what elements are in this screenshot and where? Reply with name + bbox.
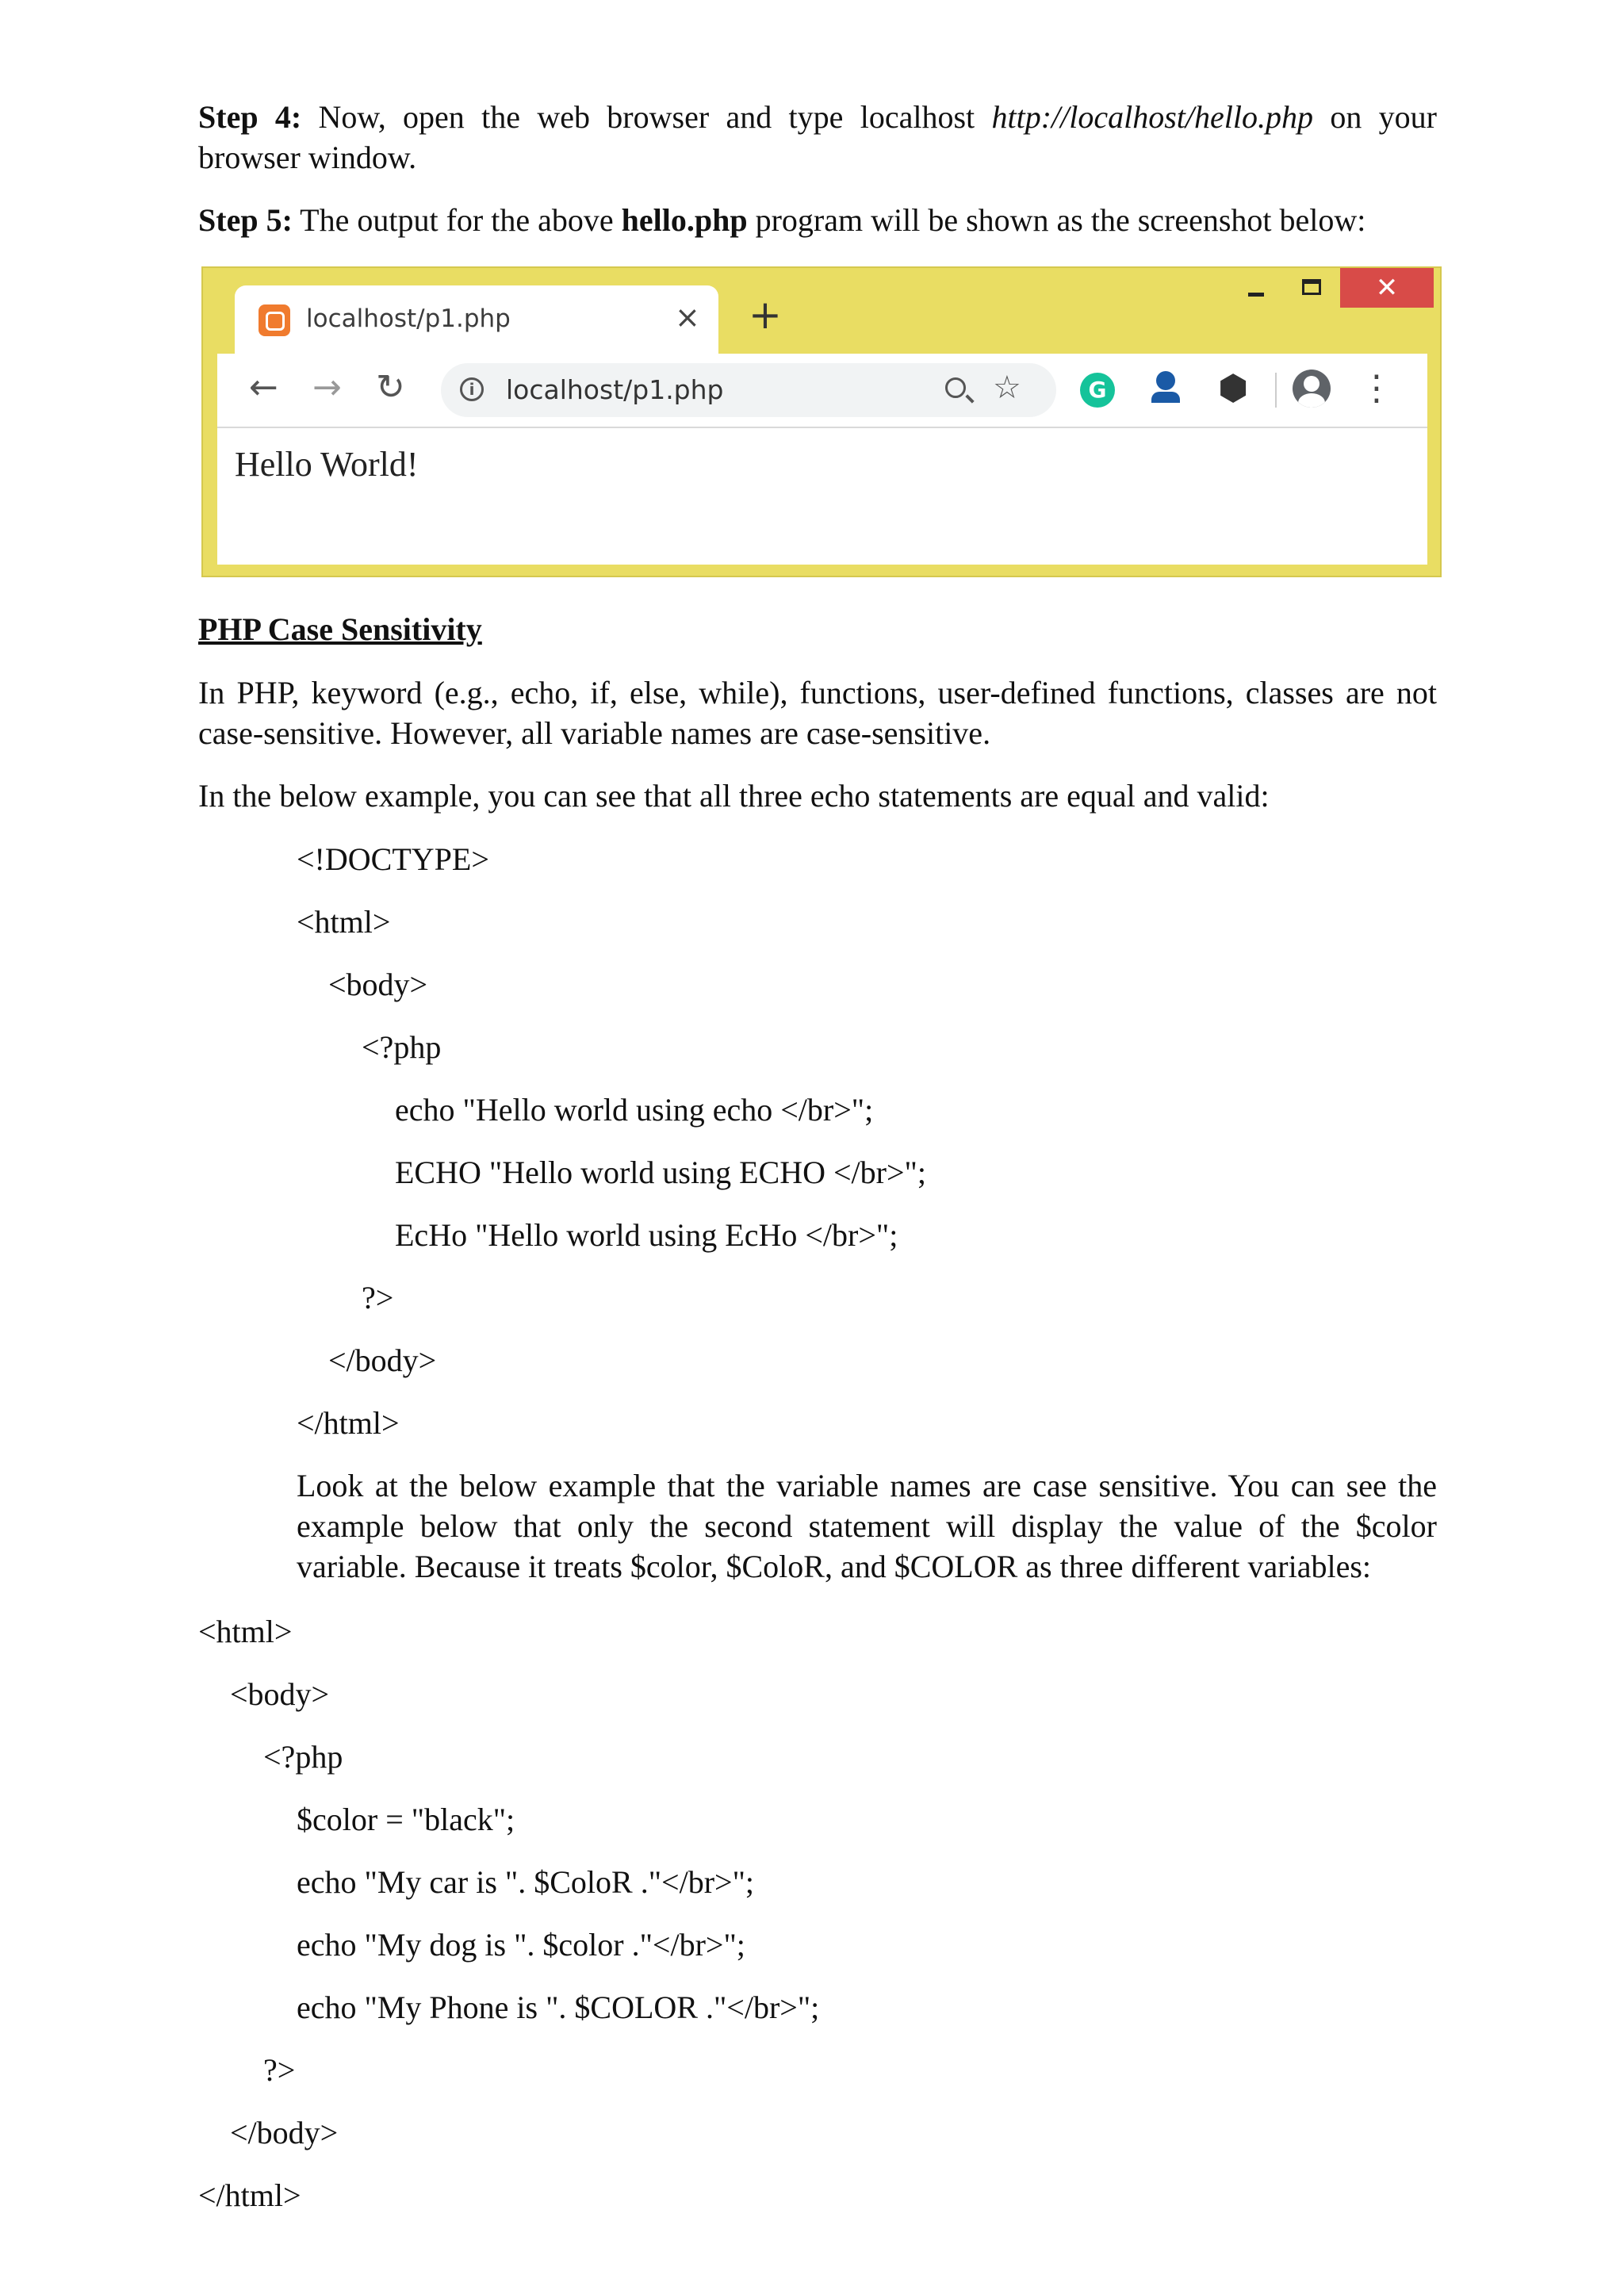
code1-line: <?php xyxy=(362,1029,442,1065)
step-4-text-before: Now, open the web browser and type localhost xyxy=(301,99,992,135)
section-heading: PHP Case Sensitivity xyxy=(198,611,482,647)
step-4-text-after: on your browser window. xyxy=(198,99,1437,175)
grammarly-extension-icon[interactable]: G xyxy=(1080,373,1115,408)
step-4-label: Step 4: xyxy=(198,99,302,135)
window-close-icon[interactable]: ✕ xyxy=(1340,268,1434,308)
browser-screenshot xyxy=(201,266,1442,577)
step-5-text-before: The output for the above xyxy=(292,202,622,238)
code1-line: echo "Hello world using echo </br>"; xyxy=(395,1092,874,1128)
step-5-paragraph xyxy=(198,200,1437,240)
code1-line: </html> xyxy=(297,1405,400,1441)
step-4-paragraph xyxy=(198,97,1437,178)
code1-line: <!DOCTYPE> xyxy=(297,841,489,877)
maximize-icon[interactable] xyxy=(1302,279,1321,295)
page-output-text: Hello World! xyxy=(235,445,419,484)
code1-line: ECHO "Hello world using ECHO </br>"; xyxy=(395,1155,926,1190)
variable-case-paragraph: Look at the below example that the variable names are case sensitive. You can see the example below that only the second statement will display the value of the $color variable. Because it treats $color, $ColoR, and $COLOR as three different variables: xyxy=(297,1468,1437,1584)
step-5-text-after: program will be shown as the screenshot below: xyxy=(747,202,1366,238)
step-5-filename: hello.php xyxy=(621,202,748,238)
cube-extension-icon[interactable]: ⬢ xyxy=(1218,368,1249,408)
code2-line: ?> xyxy=(263,2052,296,2088)
code2-line: </html> xyxy=(198,2177,301,2213)
code2-line: $color = "black"; xyxy=(297,1802,515,1837)
case-sensitivity-paragraph: In PHP, keyword (e.g., echo, if, else, while), functions, user-defined functions, classes are not case-sensitive. However, all variable names are case-sensitive. xyxy=(198,675,1437,751)
code1-line: EcHo "Hello world using EcHo </br>"; xyxy=(395,1217,898,1253)
code2-line: <html> xyxy=(198,1614,293,1649)
code1-line: </body> xyxy=(328,1342,437,1378)
code2-line: echo "My dog is ". $color ."</br>"; xyxy=(297,1927,745,1963)
code1-line: <html> xyxy=(297,904,391,940)
code2-line: echo "My Phone is ". $COLOR ."</br>"; xyxy=(297,1990,820,2025)
browser-toolbar xyxy=(217,354,1427,428)
code2-line: </body> xyxy=(230,2115,339,2150)
code2-line: <body> xyxy=(230,1676,330,1712)
reload-icon[interactable]: ↻ xyxy=(376,367,405,408)
bookmark-star-icon[interactable]: ☆ xyxy=(993,370,1021,406)
step-4-url: http://localhost/hello.php xyxy=(991,99,1314,135)
address-bar-url[interactable]: localhost/p1.php xyxy=(506,374,724,405)
info-icon[interactable]: i xyxy=(460,377,484,401)
person-extension-icon[interactable] xyxy=(1150,371,1182,408)
example-intro-paragraph: In the below example, you can see that all three echo statements are equal and valid: xyxy=(198,778,1270,814)
code1-line: <body> xyxy=(328,967,428,1002)
forward-arrow-icon[interactable]: → xyxy=(312,367,342,408)
profile-avatar-icon[interactable] xyxy=(1293,370,1331,408)
zoom-icon[interactable] xyxy=(945,377,966,398)
tab-close-icon[interactable]: × xyxy=(675,300,700,335)
tab-title: localhost/p1.php xyxy=(306,304,511,333)
toolbar-divider xyxy=(1275,373,1277,408)
step-5-label: Step 5: xyxy=(198,202,293,238)
new-tab-icon[interactable]: + xyxy=(749,292,782,338)
code2-line: echo "My car is ". $ColoR ."</br>"; xyxy=(297,1864,755,1900)
browser-content xyxy=(217,428,1427,565)
xampp-favicon-icon xyxy=(259,304,290,336)
menu-dots-icon[interactable]: ⋮ xyxy=(1359,368,1394,408)
back-arrow-icon[interactable]: ← xyxy=(249,367,278,408)
minimize-icon[interactable] xyxy=(1248,278,1266,300)
address-bar[interactable] xyxy=(441,363,1056,417)
code1-line: ?> xyxy=(362,1280,394,1316)
code2-line: <?php xyxy=(263,1739,343,1775)
browser-tab[interactable] xyxy=(235,285,718,354)
